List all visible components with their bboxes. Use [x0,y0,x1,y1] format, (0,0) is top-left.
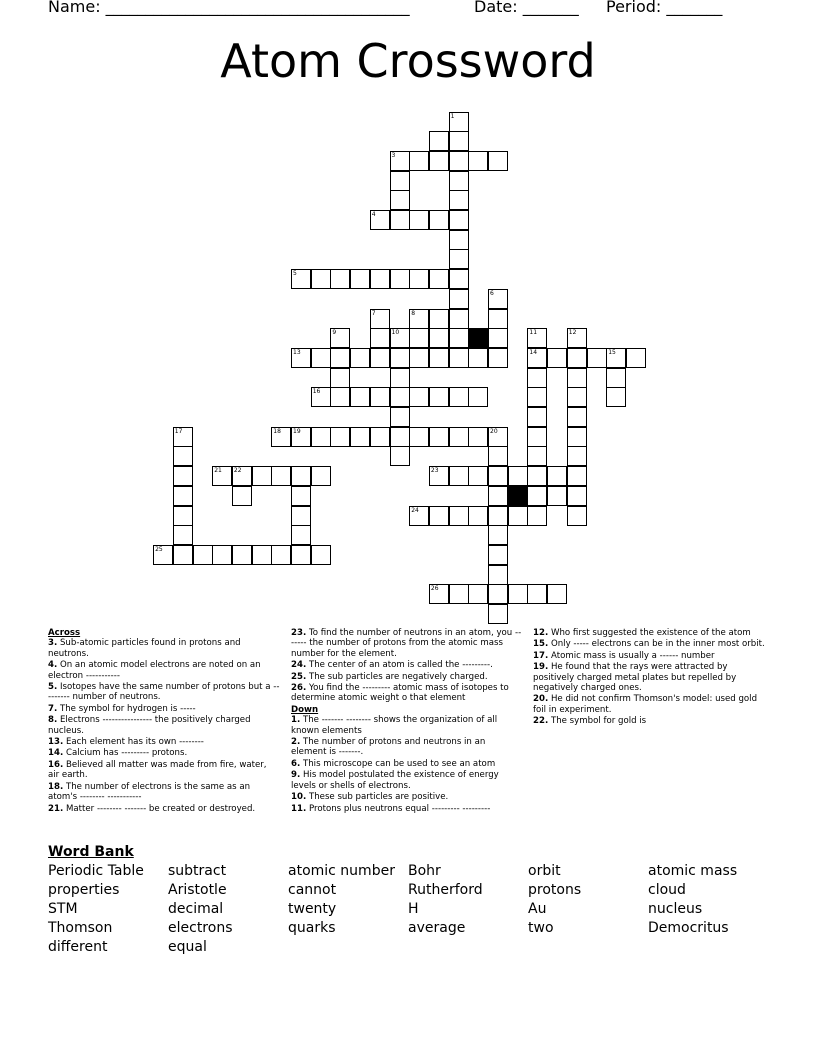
clue-number: 20. [533,694,549,705]
clue-item [48,715,280,736]
crossword-cell[interactable] [153,545,173,565]
clue-number: 19. [533,662,549,673]
clue-item [291,737,523,758]
word-bank-item: atomic number [288,863,395,879]
clue-text: His model postulated the existence of energy levels or shells of electrons. [291,770,499,791]
crossword-cell[interactable] [527,328,547,348]
clue-number: 26 [430,585,439,593]
clue-item [48,782,280,803]
crossword-cell[interactable] [449,506,469,526]
crossword-cell[interactable] [370,309,390,329]
word-bank-item: STM [48,901,78,917]
clue-number: 21. [48,803,64,814]
crossword-cell[interactable] [449,112,469,132]
clue-item [291,628,523,659]
clue-number: 21 [214,467,222,475]
clue-text: Matter -------- ------- be created or destroyed. [63,803,256,814]
clue-number: 25 [155,545,163,553]
crossword-cell[interactable] [252,545,272,565]
clue-number: 15 [608,348,616,356]
crossword-cell[interactable] [330,368,350,388]
clue-item [533,651,765,661]
crossword-cell[interactable] [449,230,469,250]
crossword-cell[interactable] [488,466,508,486]
crossword-cell[interactable] [567,407,587,427]
crossword-cell[interactable] [390,190,410,210]
clue-number: 14. [48,748,64,759]
clue-text: Calcium has --------- protons. [63,748,188,759]
word-bank-item: Democritus [648,920,729,936]
clue-text: Believed all matter was made from fire, water, air earth. [48,759,267,781]
crossword-cell[interactable] [567,446,587,466]
word-bank-item: nucleus [648,901,703,917]
crossword-cell[interactable] [370,348,390,368]
crossword-cell[interactable] [311,466,331,486]
crossword-cell[interactable] [390,210,410,230]
word-bank-item: quarks [288,920,336,936]
crossword-cell[interactable] [311,269,331,289]
crossword-cell[interactable] [330,328,350,348]
crossword-cell[interactable] [429,328,449,348]
clue-number: 13 [293,348,301,356]
clue-number: 23 [430,467,439,475]
clue-number: 13. [48,737,64,748]
crossword-cell[interactable] [488,486,508,506]
crossword-cell[interactable] [390,171,410,191]
clue-text: The sub particles are negatively charged. [306,671,488,682]
crossword-cell[interactable] [449,427,469,447]
crossword-cell[interactable] [488,506,508,526]
crossword-cell[interactable] [567,466,587,486]
clue-item [48,760,280,781]
clue-text: This microscope can be used to see an atom [300,758,496,769]
crossword-cell[interactable] [527,368,547,388]
clue-text: You find the --------- atomic mass of isotopes to determine atomic weight o that element [291,683,509,704]
crossword-cell[interactable] [291,486,311,506]
clue-text: The ------- -------- shows the organization of all known elements [291,715,498,736]
crossword-cell[interactable] [567,387,587,407]
clue-item [291,804,523,814]
crossword-cell[interactable] [429,348,449,368]
crossword-cell[interactable] [449,151,469,171]
clue-number: 23. [291,628,307,638]
clue-text: Who first suggested the existence of the atom [548,628,751,638]
crossword-cell[interactable] [232,545,252,565]
crossword-cell[interactable] [527,466,547,486]
crossword-cell[interactable] [449,249,469,269]
crossword-cell[interactable] [449,171,469,191]
crossword-cell[interactable] [527,486,547,506]
clue-number: 17 [174,427,183,435]
crossword-cell[interactable] [350,427,370,447]
clue-item [48,748,280,758]
crossword-cell[interactable] [409,151,429,171]
crossword-block [468,328,488,348]
clue-number: 22 [233,467,242,475]
crossword-cell[interactable] [173,466,193,486]
crossword-cell[interactable] [567,427,587,447]
crossword-cell[interactable] [409,328,429,348]
clues-column-1 [48,628,280,815]
crossword-cell[interactable] [567,348,587,368]
crossword-cell[interactable] [449,210,469,230]
crossword-cell[interactable] [587,348,607,368]
crossword-cell[interactable] [390,407,410,427]
crossword-cell[interactable] [429,309,449,329]
crossword-cell[interactable] [527,348,547,368]
crossword-cell[interactable] [173,446,193,466]
crossword-cell[interactable] [449,131,469,151]
crossword-cell[interactable] [429,131,449,151]
clue-item [48,660,280,681]
crossword-cell[interactable] [606,387,626,407]
crossword-cell[interactable] [468,387,488,407]
crossword-cell[interactable] [173,427,193,447]
crossword-cell[interactable] [468,584,488,604]
clue-number: 17. [533,650,549,661]
crossword-cell[interactable] [291,506,311,526]
crossword-cell[interactable] [468,506,488,526]
crossword-cell[interactable] [409,348,429,368]
crossword-cell[interactable] [311,387,331,407]
clue-item [291,770,523,791]
clue-item [48,682,280,703]
crossword-cell[interactable] [311,545,331,565]
word-bank [48,863,768,963]
crossword-cell[interactable] [271,545,291,565]
word-bank-item: Rutherford [408,882,483,898]
clue-number: 24. [291,660,307,671]
clue-number: 20 [490,427,498,435]
clue-number: 16 [312,388,321,396]
word-bank-item: protons [528,882,582,898]
clue-number: 3. [48,638,58,649]
crossword-cell[interactable] [429,151,449,171]
clue-item [533,639,765,649]
crossword-cell[interactable] [488,427,508,447]
word-bank-title: Word Bank [48,844,134,860]
clue-number: 6. [291,758,301,769]
crossword-cell[interactable] [390,368,410,388]
crossword-cell[interactable] [527,387,547,407]
clue-item [533,628,765,638]
crossword-cell[interactable] [390,269,410,289]
clue-text: The center of an atom is called the ---------. [306,660,493,671]
word-bank-item: subtract [168,863,227,879]
crossword-cell[interactable] [193,545,213,565]
crossword-cell[interactable] [409,269,429,289]
crossword-cell[interactable] [390,151,410,171]
crossword-cell[interactable] [626,348,646,368]
crossword-block [508,486,528,506]
crossword-cell[interactable] [429,210,449,230]
clue-text: These sub particles are positive. [306,792,449,803]
crossword-cell[interactable] [449,584,469,604]
crossword-cell[interactable] [488,604,508,624]
word-bank-item: Periodic Table [48,863,144,879]
clue-number: 18. [48,781,64,792]
crossword-cell[interactable] [488,309,508,329]
crossword-cell[interactable] [212,466,232,486]
crossword-cell[interactable] [468,466,488,486]
clue-number: 11. [291,803,307,814]
crossword-cell[interactable] [527,427,547,447]
word-bank-item: equal [168,939,207,955]
clue-item [291,683,523,704]
crossword-cell[interactable] [547,348,567,368]
clue-item [291,792,523,802]
clue-item [48,704,280,714]
clue-item [533,716,765,726]
clue-number: 16. [48,759,64,770]
clue-number: 2. [291,737,301,748]
crossword-cell[interactable] [488,328,508,348]
crossword-cell[interactable] [449,466,469,486]
name-field[interactable]: Name: ______________________________________ [48,0,410,16]
clue-number: 12 [568,329,577,337]
clue-number: 1 [450,112,455,120]
word-bank-item: Aristotle [168,882,227,898]
clue-text: Only ----- electrons can be in the inner most orbit. [548,639,765,650]
word-bank-item: cannot [288,882,337,898]
word-bank-item: average [408,920,466,936]
clue-item [48,804,280,814]
crossword-cell[interactable] [370,387,390,407]
clue-item [48,638,280,659]
crossword-cell[interactable] [547,486,567,506]
crossword-cell[interactable] [547,584,567,604]
crossword-cell[interactable] [409,387,429,407]
crossword-cell[interactable] [449,309,469,329]
clue-number: 10. [291,792,307,803]
crossword-cell[interactable] [291,525,311,545]
clue-number: 8. [48,715,58,726]
clues-column-3 [533,628,765,728]
crossword-cell[interactable] [350,387,370,407]
clue-number: 11 [529,329,538,337]
crossword-cell[interactable] [606,348,626,368]
crossword-cell[interactable] [567,486,587,506]
clue-text: Sub-atomic particles found in protons and neutrons. [48,638,241,659]
clue-text: Isotopes have the same number of protons but a --------- number of neutrons. [48,682,280,703]
across-heading: Across [48,628,81,638]
word-bank-item: decimal [168,901,224,917]
crossword-cell[interactable] [173,525,193,545]
clue-number: 7. [48,703,58,714]
crossword-cell[interactable] [390,348,410,368]
clue-number: 14 [529,348,538,356]
clue-item [291,660,523,670]
crossword-cell[interactable] [330,348,350,368]
crossword-cell[interactable] [488,525,508,545]
crossword-cell[interactable] [449,348,469,368]
crossword-cell[interactable] [370,269,390,289]
word-bank-item: cloud [648,882,686,898]
clue-text: Atomic mass is usually a ------ number [548,650,715,661]
clue-number: 9. [291,770,301,781]
crossword-cell[interactable] [567,368,587,388]
crossword-cell[interactable] [508,584,528,604]
clue-number: 24 [411,506,419,514]
clue-number: 1. [291,715,301,726]
clue-item [533,662,765,693]
word-bank-item: different [48,939,108,955]
crossword-cell[interactable] [173,506,193,526]
crossword-cell[interactable] [449,328,469,348]
crossword-cell[interactable] [173,545,193,565]
crossword-cell[interactable] [232,466,252,486]
crossword-cell[interactable] [527,446,547,466]
clue-text: To find the number of neutrons in an atom, you ------- the number of protons from the atomic mass number for the element. [291,628,522,659]
clue-number: 4 [371,211,376,218]
crossword-cell[interactable] [429,584,449,604]
crossword-cell[interactable] [547,466,567,486]
crossword-cell[interactable] [527,584,547,604]
crossword-cell[interactable] [291,545,311,565]
word-bank-item: orbit [528,863,561,879]
crossword-cell[interactable] [330,387,350,407]
clue-number: 4. [48,660,58,671]
word-bank-item: Thomson [48,920,113,936]
crossword-cell[interactable] [567,506,587,526]
crossword-cell[interactable] [370,427,390,447]
crossword-cell[interactable] [488,289,508,309]
crossword-cell[interactable] [488,584,508,604]
crossword-cell[interactable] [508,506,528,526]
crossword-cell[interactable] [252,466,272,486]
crossword-cell[interactable] [488,348,508,368]
crossword-cell[interactable] [390,387,410,407]
crossword-cell[interactable] [449,269,469,289]
crossword-cell[interactable] [291,348,311,368]
crossword-cell[interactable] [488,151,508,171]
crossword-cell[interactable] [390,427,410,447]
clue-item [533,694,765,715]
crossword-cell[interactable] [449,387,469,407]
crossword-cell[interactable] [527,407,547,427]
clue-text: The symbol for gold is [548,716,647,727]
crossword-cell[interactable] [488,565,508,585]
clue-text: Electrons ---------------- the positively charged nucleus. [48,715,251,736]
crossword-cell[interactable] [390,446,410,466]
clue-number: 9 [332,329,337,337]
crossword-cell[interactable] [173,486,193,506]
crossword-cell[interactable] [409,427,429,447]
crossword-cell[interactable] [449,289,469,309]
crossword-cell[interactable] [449,190,469,210]
clue-item [48,737,280,747]
crossword-cell[interactable] [488,446,508,466]
clue-number: 5. [48,682,58,693]
clue-number: 19 [293,427,301,435]
crossword-cell[interactable] [330,427,350,447]
crossword-cell[interactable] [311,348,331,368]
clue-number: 15. [533,639,549,650]
clue-text: He did not confirm Thomson's model: used gold foil in experiment. [533,694,758,715]
page-title: Atom Crossword [220,34,596,88]
word-bank-item: atomic mass [648,863,738,879]
crossword-cell[interactable] [370,210,390,230]
word-bank-item: Bohr [408,863,441,879]
crossword-cell[interactable] [370,328,390,348]
crossword-cell[interactable] [311,427,331,447]
clue-number: 8 [411,309,416,317]
clue-number: 3 [391,151,396,159]
clue-text: He found that the rays were attracted by positively charged metal plates but repelled by negatively charged ones. [533,662,737,694]
crossword-cell[interactable] [350,348,370,368]
crossword-cell[interactable] [291,269,311,289]
clue-item [291,672,523,682]
crossword-cell[interactable] [429,269,449,289]
crossword-cell[interactable] [212,545,232,565]
clue-number: 7 [371,309,376,317]
clue-number: 26. [291,683,307,694]
word-bank-item: electrons [168,920,233,936]
clue-number: 6 [490,289,494,297]
crossword-cell[interactable] [409,309,429,329]
word-bank-item: twenty [288,901,337,917]
clue-item [291,715,523,736]
crossword-cell[interactable] [527,506,547,526]
crossword-cell[interactable] [330,269,350,289]
word-bank-item: two [528,920,554,936]
clue-number: 18 [273,427,281,435]
crossword-cell[interactable] [409,506,429,526]
crossword-cell[interactable] [429,427,449,447]
clue-text: Each element has its own -------- [63,737,204,748]
crossword-cell[interactable] [350,269,370,289]
word-bank-item: Au [528,901,547,917]
crossword-cell[interactable] [291,427,311,447]
crossword-cell[interactable] [488,545,508,565]
crossword-cell[interactable] [390,328,410,348]
crossword-cell[interactable] [232,486,252,506]
clues-column-2 [291,628,523,815]
period-field[interactable]: Period: _______ [606,0,723,16]
crossword-cell[interactable] [508,466,528,486]
date-field[interactable]: Date: _______ [474,0,579,16]
clue-text: Protons plus neutrons equal --------- --------- [306,803,491,814]
crossword-cell[interactable] [429,506,449,526]
word-bank-item: H [408,901,419,917]
clue-text: The number of electrons is the same as an atom's -------- ----------- [48,781,251,803]
down-heading: Down [291,704,319,715]
clue-number: 12. [533,628,549,638]
crossword-cell[interactable] [271,466,291,486]
clue-text: The symbol for hydrogen is ----- [57,703,196,714]
crossword-cell[interactable] [409,210,429,230]
crossword-cell[interactable] [468,427,488,447]
crossword-cell[interactable] [567,328,587,348]
clue-item [291,759,523,769]
crossword-cell[interactable] [271,427,291,447]
clue-text: The number of protons and neutrons in an element is -------. [291,737,486,758]
word-bank-item: properties [48,882,120,898]
crossword-cell[interactable] [291,466,311,486]
clue-number: 25. [291,671,307,682]
clue-number: 10 [391,329,400,337]
crossword-cell[interactable] [429,387,449,407]
clue-number: 5 [293,270,297,278]
crossword-cell[interactable] [468,151,488,171]
clue-text: On an atomic model electrons are noted on an electron ----------- [48,660,261,681]
crossword-cell[interactable] [429,466,449,486]
crossword-cell[interactable] [606,368,626,388]
clue-number: 22. [533,716,549,727]
crossword-cell[interactable] [468,348,488,368]
